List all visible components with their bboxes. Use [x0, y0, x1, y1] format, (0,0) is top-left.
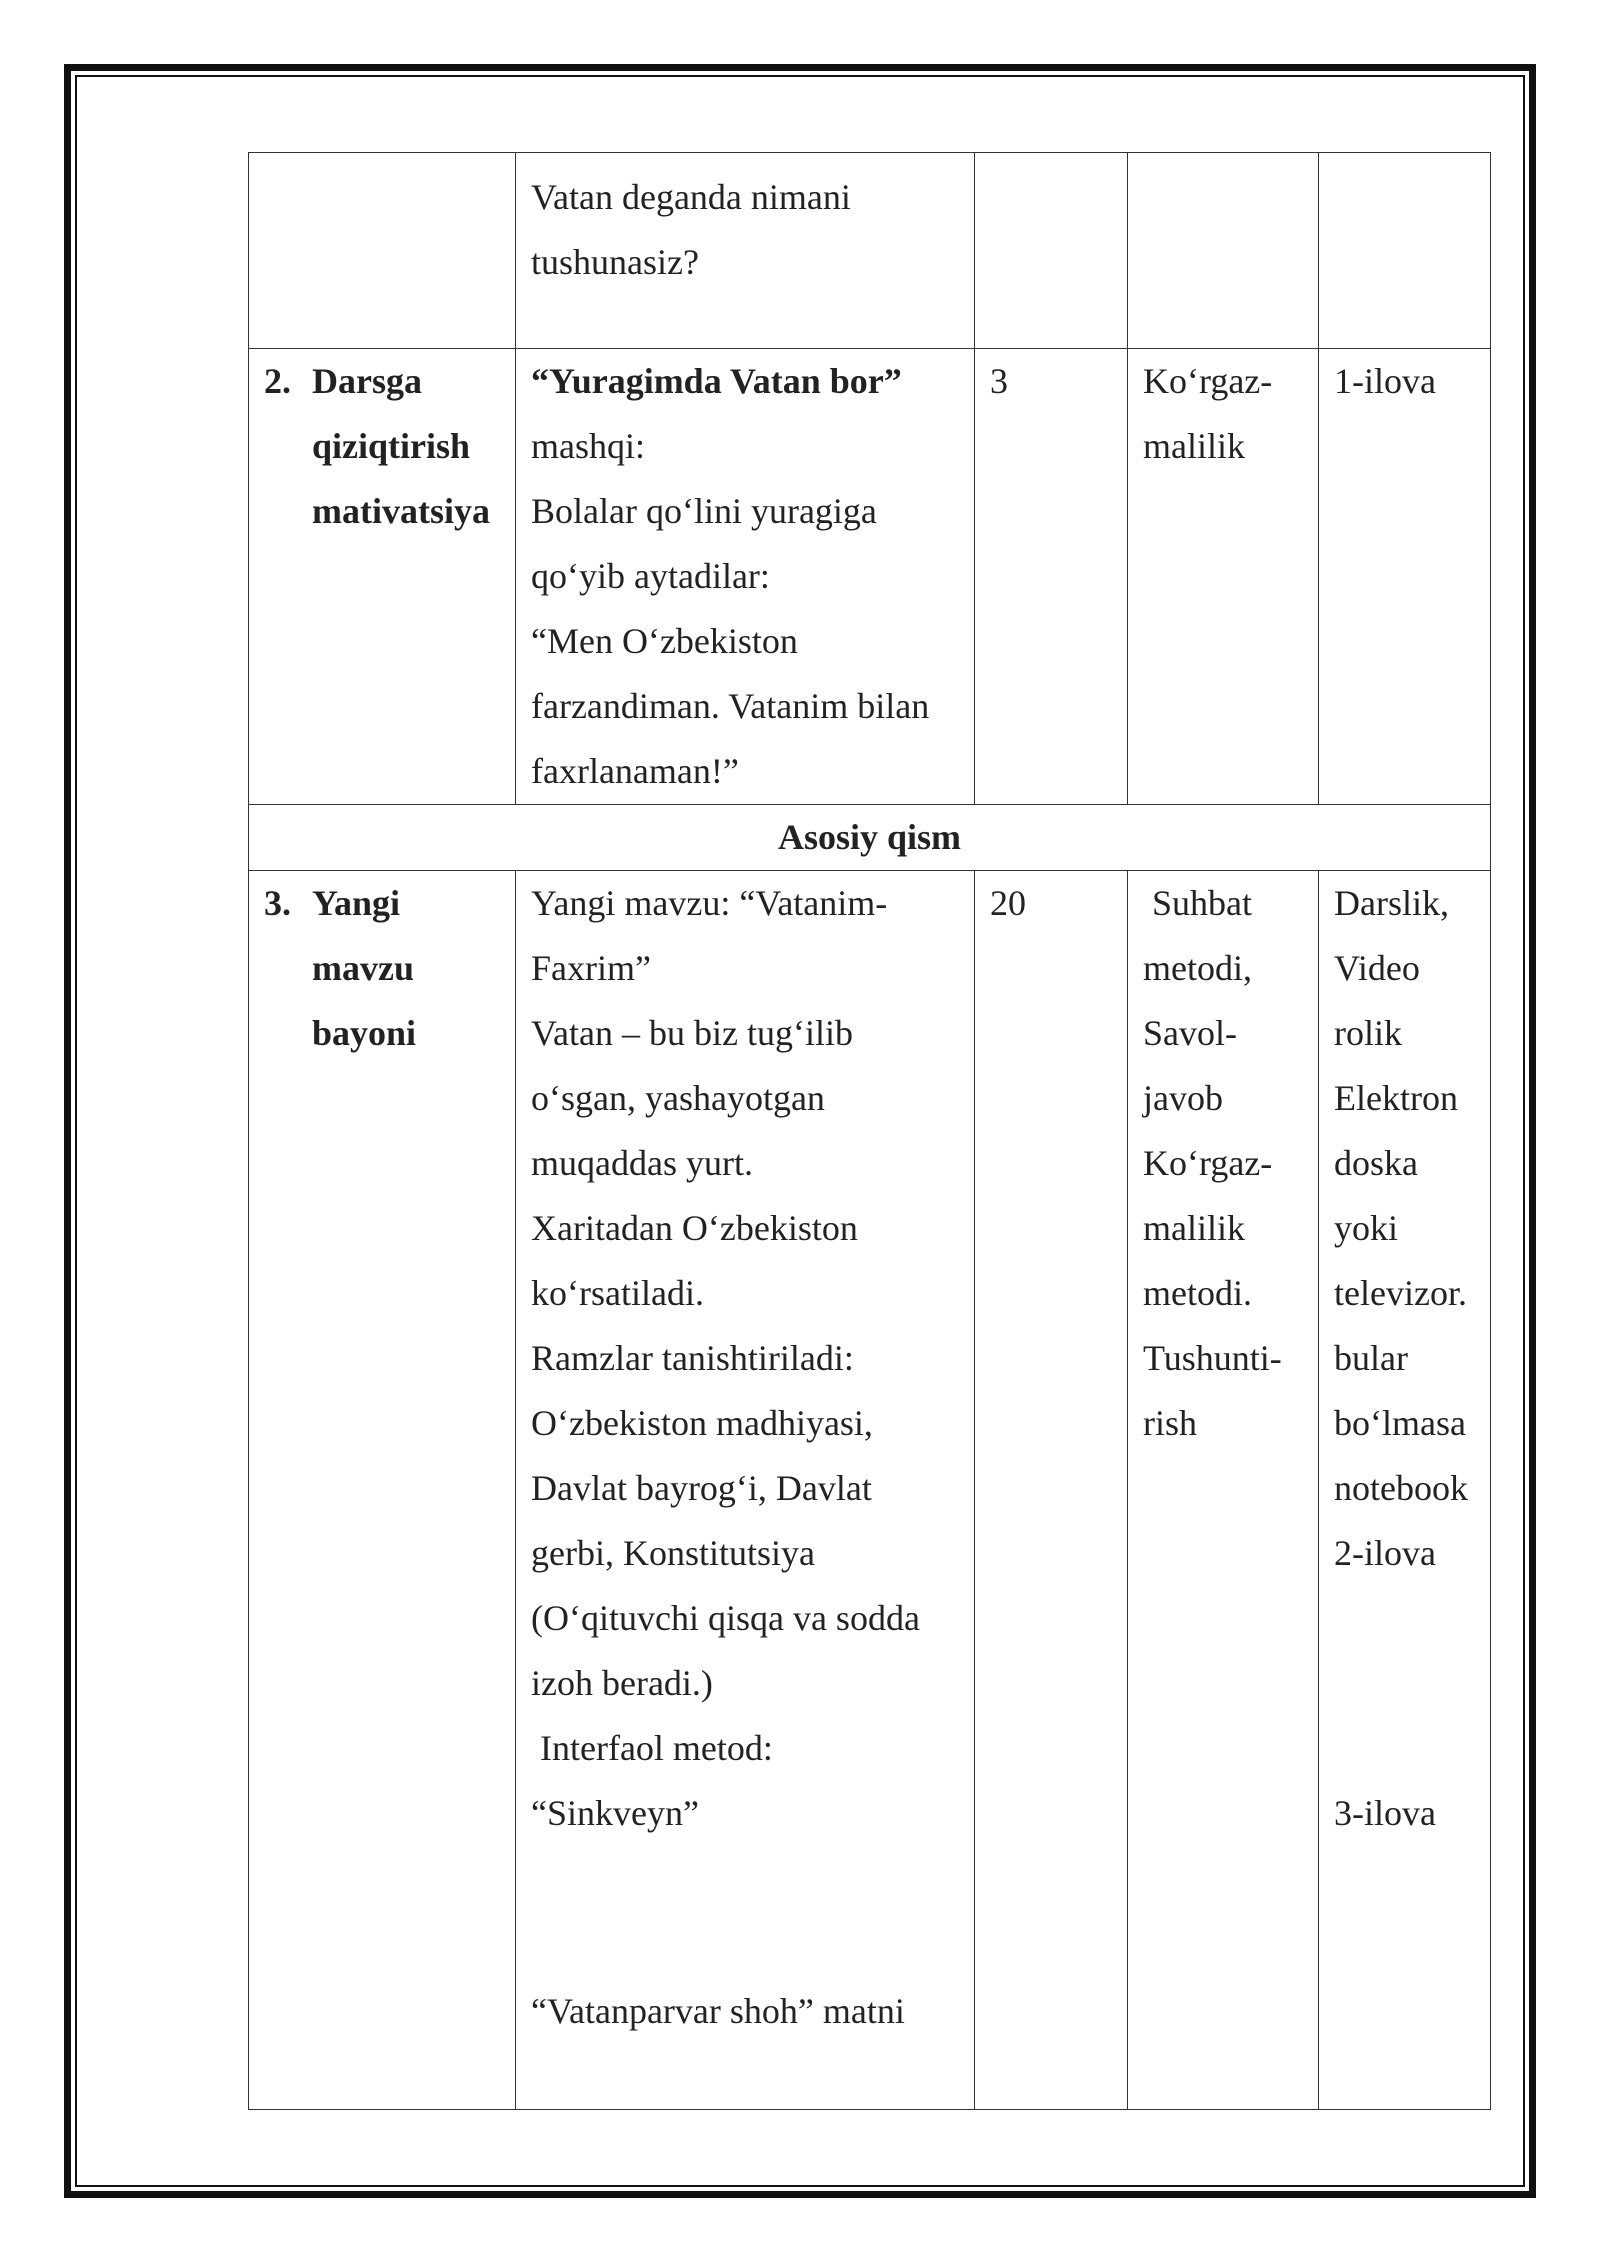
content-line: farzandiman. Vatanim bilan [531, 686, 930, 726]
content-line: “Sinkveyn” [531, 1793, 699, 1833]
content-line: Interfaol metod: [531, 1728, 773, 1768]
method-cell [1128, 349, 1319, 805]
resource-line: 3-ilova [1334, 1793, 1436, 1833]
content-line: Bolalar qo‘lini yuragiga [531, 491, 877, 531]
stage-cell [249, 153, 516, 349]
resource-line: 1-ilova [1334, 361, 1436, 401]
method-line: javob [1143, 1078, 1223, 1118]
stage-cell [249, 349, 516, 805]
resource-line: doska [1334, 1143, 1418, 1183]
content-line: “Vatanparvar shoh” matni [531, 1991, 905, 2031]
content-line: Ramzlar tanishtiriladi: [531, 1338, 854, 1378]
table-row [249, 349, 1491, 805]
table-row [249, 871, 1491, 2110]
content-line: muqaddas yurt. [531, 1143, 753, 1183]
content-line: mashqi: [531, 426, 645, 466]
content-cell [516, 153, 975, 349]
lesson-plan-table [248, 152, 1491, 2110]
content-line: qo‘yib aytadilar: [531, 556, 770, 596]
table-row [249, 153, 1491, 349]
content-line: Davlat bayrog‘i, Davlat [531, 1468, 872, 1508]
method-cell [1128, 153, 1319, 349]
stage-title-line: Darsga [312, 361, 422, 401]
method-line: metodi, [1143, 948, 1252, 988]
content-line: Vatan – bu biz tug‘ilib [531, 1013, 853, 1053]
method-line: rish [1143, 1403, 1197, 1443]
content-line: tushunasiz? [531, 242, 699, 282]
method-cell [1128, 871, 1319, 2110]
resource-line: Darslik, [1334, 883, 1449, 923]
content-line: Xaritadan O‘zbekiston [531, 1208, 858, 1248]
content-line: Yangi mavzu: “Vatanim- [531, 883, 888, 923]
stage-title-line: qiziqtirish [312, 426, 471, 466]
content-line: “Men O‘zbekiston [531, 621, 798, 661]
resource-cell [1319, 349, 1491, 805]
resource-line: televizor. [1334, 1273, 1467, 1313]
resource-line: bo‘lmasa [1334, 1403, 1466, 1443]
content-line: gerbi, Konstitutsiya [531, 1533, 815, 1573]
content-line: izoh beradi.) [531, 1663, 713, 1703]
method-line: Savol- [1143, 1013, 1237, 1053]
method-line: Suhbat [1143, 883, 1253, 923]
content-line: O‘zbekiston madhiyasi, [531, 1403, 873, 1443]
method-line: metodi. [1143, 1273, 1252, 1313]
resource-cell [1319, 153, 1491, 349]
resource-line: Elektron [1334, 1078, 1458, 1118]
content-line: o‘sgan, yashayotgan [531, 1078, 825, 1118]
content-cell [516, 871, 975, 2110]
resource-line: yoki [1334, 1208, 1399, 1248]
method-line: malilik [1143, 1208, 1245, 1248]
resource-line: 2-ilova [1334, 1533, 1436, 1573]
method-line: Tushunti- [1143, 1338, 1282, 1378]
stage-title-line: mavzu [312, 948, 414, 988]
stage-cell [249, 871, 516, 2110]
content-line: (O‘qituvchi qisqa va sodda [531, 1598, 920, 1638]
stage-heading [264, 871, 500, 1066]
resource-line: rolik [1334, 1013, 1402, 1053]
section-title: Asosiy qism [249, 805, 1491, 871]
content-line: Faxrim” [531, 948, 651, 988]
resource-line: Video [1334, 948, 1420, 988]
time-cell [975, 871, 1128, 2110]
section-row [249, 805, 1491, 871]
exercise-title: “Yuragimda Vatan bor” [531, 361, 902, 401]
content-line: Vatan deganda nimani [531, 177, 851, 217]
content-line: ko‘rsatiladi. [531, 1273, 704, 1313]
resource-cell [1319, 871, 1491, 2110]
stage-title-line: bayoni [312, 1013, 417, 1053]
method-line: malilik [1143, 426, 1245, 466]
time-cell [975, 153, 1128, 349]
time-cell [975, 349, 1128, 805]
stage-title-line: mativatsiya [312, 491, 490, 531]
content-line: faxrlanaman!” [531, 751, 739, 791]
method-line: Ko‘rgaz- [1143, 361, 1273, 401]
resource-line: notebook [1334, 1468, 1468, 1508]
content-cell [516, 349, 975, 805]
stage-number: 2. [264, 361, 291, 401]
stage-heading [264, 349, 500, 544]
stage-title-line: Yangi [312, 883, 401, 923]
time-value: 3 [990, 361, 1008, 401]
resource-line: bular [1334, 1338, 1408, 1378]
stage-number: 3. [264, 883, 291, 923]
time-value: 20 [990, 883, 1026, 923]
method-line: Ko‘rgaz- [1143, 1143, 1273, 1183]
